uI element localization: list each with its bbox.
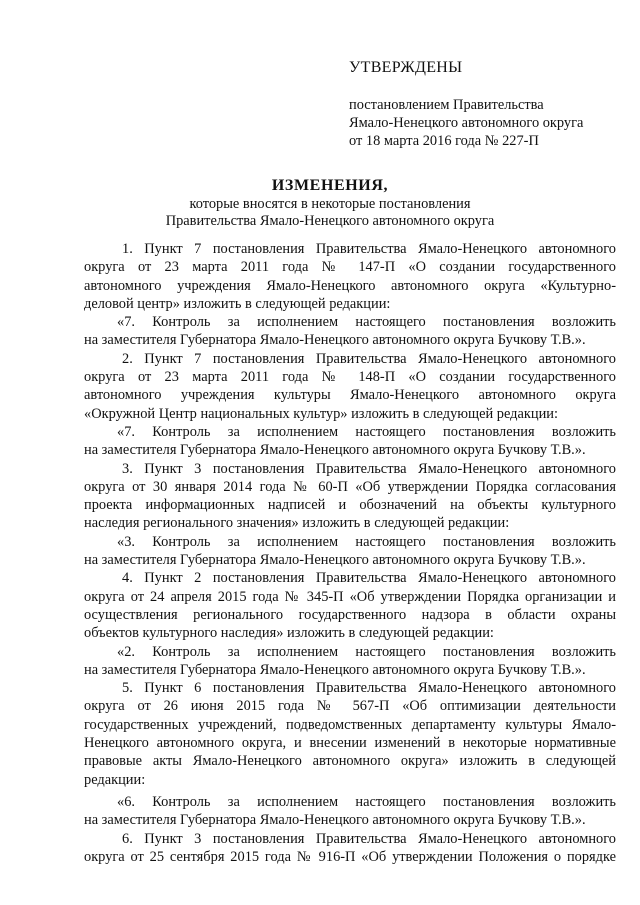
paragraph-line: на заместителя Губернатора Ямало-Ненецкого автономного округа Бучкову Т.В.». [84, 442, 586, 459]
approval-block [349, 58, 629, 150]
paragraph-line: 6. Пункт 3 постановления Правительства Ямало-Ненецкого автономного [122, 830, 616, 847]
paragraph-line: округа от 30 января 2014 года № 60-П «Об утверждении Порядка согласования [84, 478, 616, 495]
paragraph-line: проекта информационных надписей и обозначений на объекты культурного [84, 497, 616, 514]
document-body [84, 240, 616, 866]
paragraph-line: на заместителя Губернатора Ямало-Ненецкого автономного округа Бучкову Т.В.». [84, 332, 586, 349]
approval-line: Ямало-Ненецкого автономного округа [349, 115, 584, 131]
paragraph-line: «Окружной Центр национальных культур» изложить в следующей редакции: [84, 405, 558, 422]
approval-line: от 18 марта 2016 года № 227-П [349, 133, 539, 149]
paragraph-line: 5. Пункт 6 постановления Правительства Ямало-Ненецкого автономного [122, 680, 616, 697]
paragraph-line: округа от 26 июня 2015 года № 567-П «Об оптимизации деятельности [84, 698, 616, 715]
paragraph-line: правовые акты Ямало-Ненецкого автономного округа» изложить в следующей [84, 753, 616, 770]
paragraph-line: округа от 25 сентября 2015 года № 916-П «Об утверждении Положения о порядке [84, 848, 616, 865]
paragraph-line: осуществления регионального государственного надзора в области охраны [84, 606, 616, 623]
document-heading [80, 176, 580, 230]
paragraph-line: «2. Контроль за исполнением настоящего постановления возложить [117, 643, 616, 660]
paragraph-line: наследия регионального значения» изложить в следующей редакции: [84, 515, 510, 532]
paragraph-line: «6. Контроль за исполнением настоящего постановления возложить [117, 793, 616, 810]
paragraph-line: «7. Контроль за исполнением настоящего постановления возложить [117, 423, 616, 440]
paragraph-line: автономного учреждения культуры Ямало-Ненецкого автономного округа [84, 387, 616, 404]
approval-line: постановлением Правительства [349, 97, 544, 113]
heading-subtitle: которые вносятся в некоторые постановления [189, 196, 471, 212]
paragraph-line: на заместителя Губернатора Ямало-Ненецкого автономного округа Бучкову Т.В.». [84, 552, 586, 569]
paragraph-line: «7. Контроль за исполнением настоящего постановления возложить [117, 314, 616, 331]
paragraph-line: государственных учреждений, подведомственных департаменту культуры Ямало- [84, 716, 616, 733]
paragraph-line: редакции: [84, 771, 146, 788]
paragraph-line: объектов культурного наследия» изложить в следующей редакции: [84, 625, 494, 642]
paragraph-line: 4. Пункт 2 постановления Правительства Ямало-Ненецкого автономного [122, 570, 616, 587]
paragraph-line: округа от 23 марта 2011 года № 147-П «О создании государственного [84, 259, 616, 276]
paragraph-line: «3. Контроль за исполнением настоящего постановления возложить [117, 533, 616, 550]
approval-title: УТВЕРЖДЕНЫ [349, 59, 463, 76]
paragraph-line: автономного учреждения Ямало-Ненецкого автономного округа «Культурно- [84, 277, 616, 294]
paragraph-line: 2. Пункт 7 постановления Правительства Ямало-Ненецкого автономного [122, 350, 616, 367]
paragraph-line: 1. Пункт 7 постановления Правительства Ямало-Ненецкого автономного [122, 241, 616, 257]
heading-title: ИЗМЕНЕНИЯ, [271, 177, 389, 194]
paragraph-line: деловой центр» изложить в следующей редакции: [84, 295, 391, 312]
heading-subtitle: Правительства Ямало-Ненецкого автономного округа [165, 213, 495, 229]
paragraph-line: Ненецкого автономного округа, и внесении изменений в некоторые нормативные [84, 735, 616, 752]
paragraph-line: округа от 24 апреля 2015 года № 345-П «Об утверждении Порядка организации и [84, 588, 616, 605]
paragraph-line: 3. Пункт 3 постановления Правительства Ямало-Ненецкого автономного [122, 460, 616, 477]
paragraph-line: на заместителя Губернатора Ямало-Ненецкого автономного округа Бучкову Т.В.». [84, 812, 586, 829]
paragraph-line: округа от 23 марта 2011 года № 148-П «О создании государственного [84, 369, 616, 386]
paragraph-line: на заместителя Губернатора Ямало-Ненецкого автономного округа Бучкову Т.В.». [84, 661, 586, 678]
